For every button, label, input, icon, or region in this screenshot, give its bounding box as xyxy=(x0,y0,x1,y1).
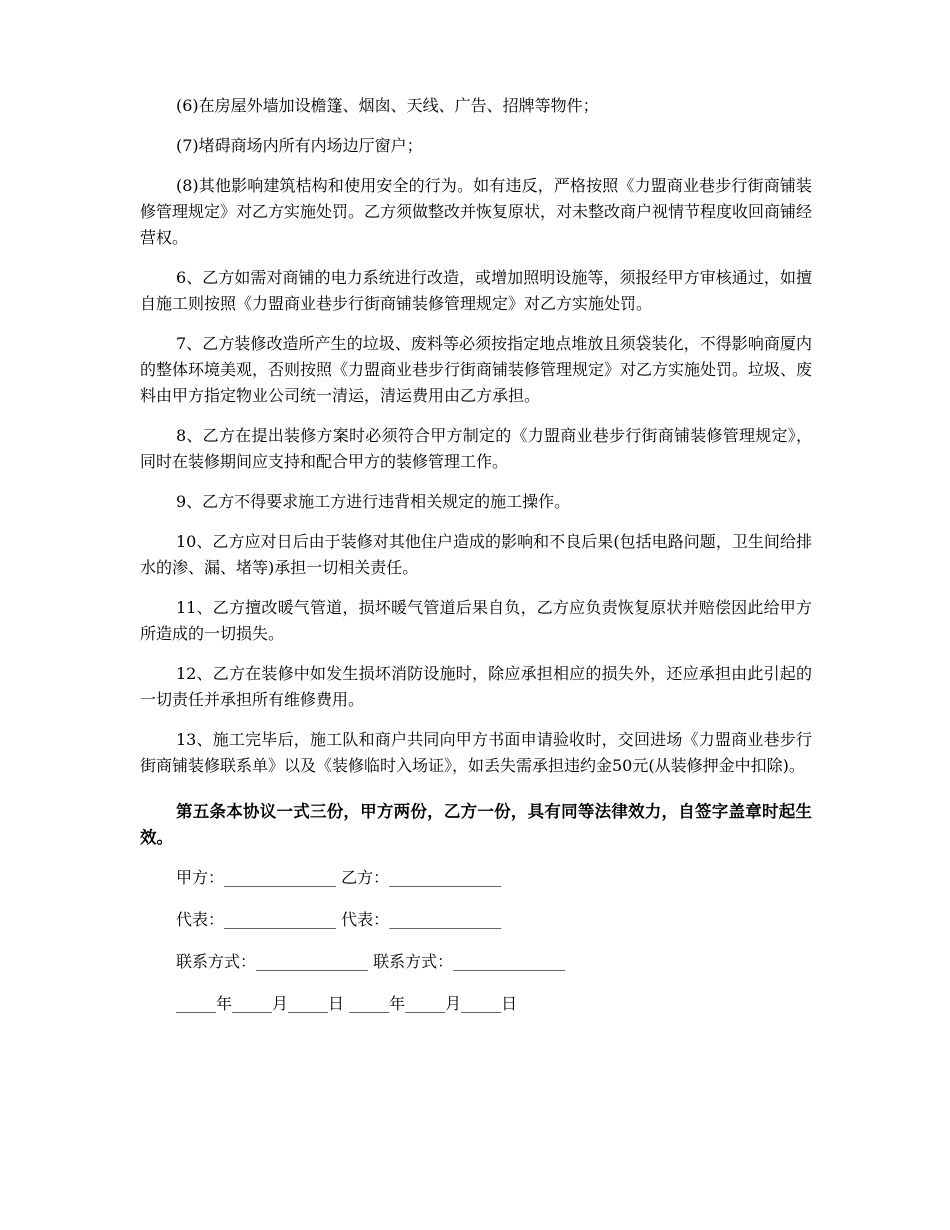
date-line: _____年_____月_____日 _____年_____月_____日 xyxy=(176,994,518,1013)
clause-10: 10、乙方应对日后由于装修对其他住户造成的影响和不良后果(包括电路问题，卫生间给排水的渗、漏、堵等)承担一切相关责任。 xyxy=(140,532,812,577)
clause-item-7: (7)堵碍商场内所有内场边厅窗户； xyxy=(176,136,423,155)
clause-9: 9、乙方不得要求施工方进行违背相关规定的施工操作。 xyxy=(176,492,571,511)
clause-7: 7、乙方装修改造所产生的垃圾、废料等必须按指定地点堆放且须袋装化，不得影响商厦内的整体环境美观，否则按照《力盟商业巷步行街商铺装修管理规定》对乙方实施处罚。垃圾、废料由甲方指定物业公司统一清运，清运费用由乙方承担。 xyxy=(140,334,813,405)
clause-11: 11、乙方擅改暖气管道，损坏暖气管道后果自负，乙方应负责恢复原状并赔偿因此给甲方所造成的一切损失。 xyxy=(140,598,812,643)
clause-13: 13、施工完毕后，施工队和商户共同向甲方书面申请验收时，交回进场《力盟商业巷步行街商铺装修联系单》以及《装修临时入场证》，如丢失需承担违约金50元(从装修押金中扣除)。 xyxy=(140,730,812,775)
party-line: 甲方：______________ 乙方：______________ xyxy=(176,868,502,887)
clause-6: 6、乙方如需对商铺的电力系统进行改造，或增加照明设施等，须报经甲方审核通过，如擅自施工则按照《力盟商业巷步行街商铺装修管理规定》对乙方实施处罚。 xyxy=(140,268,812,313)
article-5: 第五条本协议一式三份，甲方两份，乙方一份，具有同等法律效力，自签字盖章时起生效。 xyxy=(140,802,812,847)
clause-8: 8、乙方在提出装修方案时必须符合甲方制定的《力盟商业巷步行街商铺装修管理规定》，同时在装修期间应支持和配合甲方的装修管理工作。 xyxy=(140,426,812,471)
contact-line: 联系方式：______________ 联系方式：______________ xyxy=(176,952,566,971)
representative-line: 代表：______________ 代表：______________ xyxy=(176,910,502,929)
document-page xyxy=(140,93,812,1033)
signature-block xyxy=(140,865,812,1017)
clause-item-6: (6)在房屋外墙加设檐篷、烟囱、天线、广告、招牌等物件； xyxy=(176,96,599,115)
clause-12: 12、乙方在装修中如发生损坏消防设施时，除应承担相应的损失外，还应承担由此引起的一切责任并承担所有维修费用。 xyxy=(140,664,812,709)
clause-item-8: (8)其他影响建筑桔构和使用安全的行为。如有违反，严格按照《力盟商业巷步行街商铺装修管理规定》对乙方实施处罚。乙方须做整改并恢复原状，对未整改商户视情节程度收回商铺经营权。 xyxy=(140,176,813,247)
